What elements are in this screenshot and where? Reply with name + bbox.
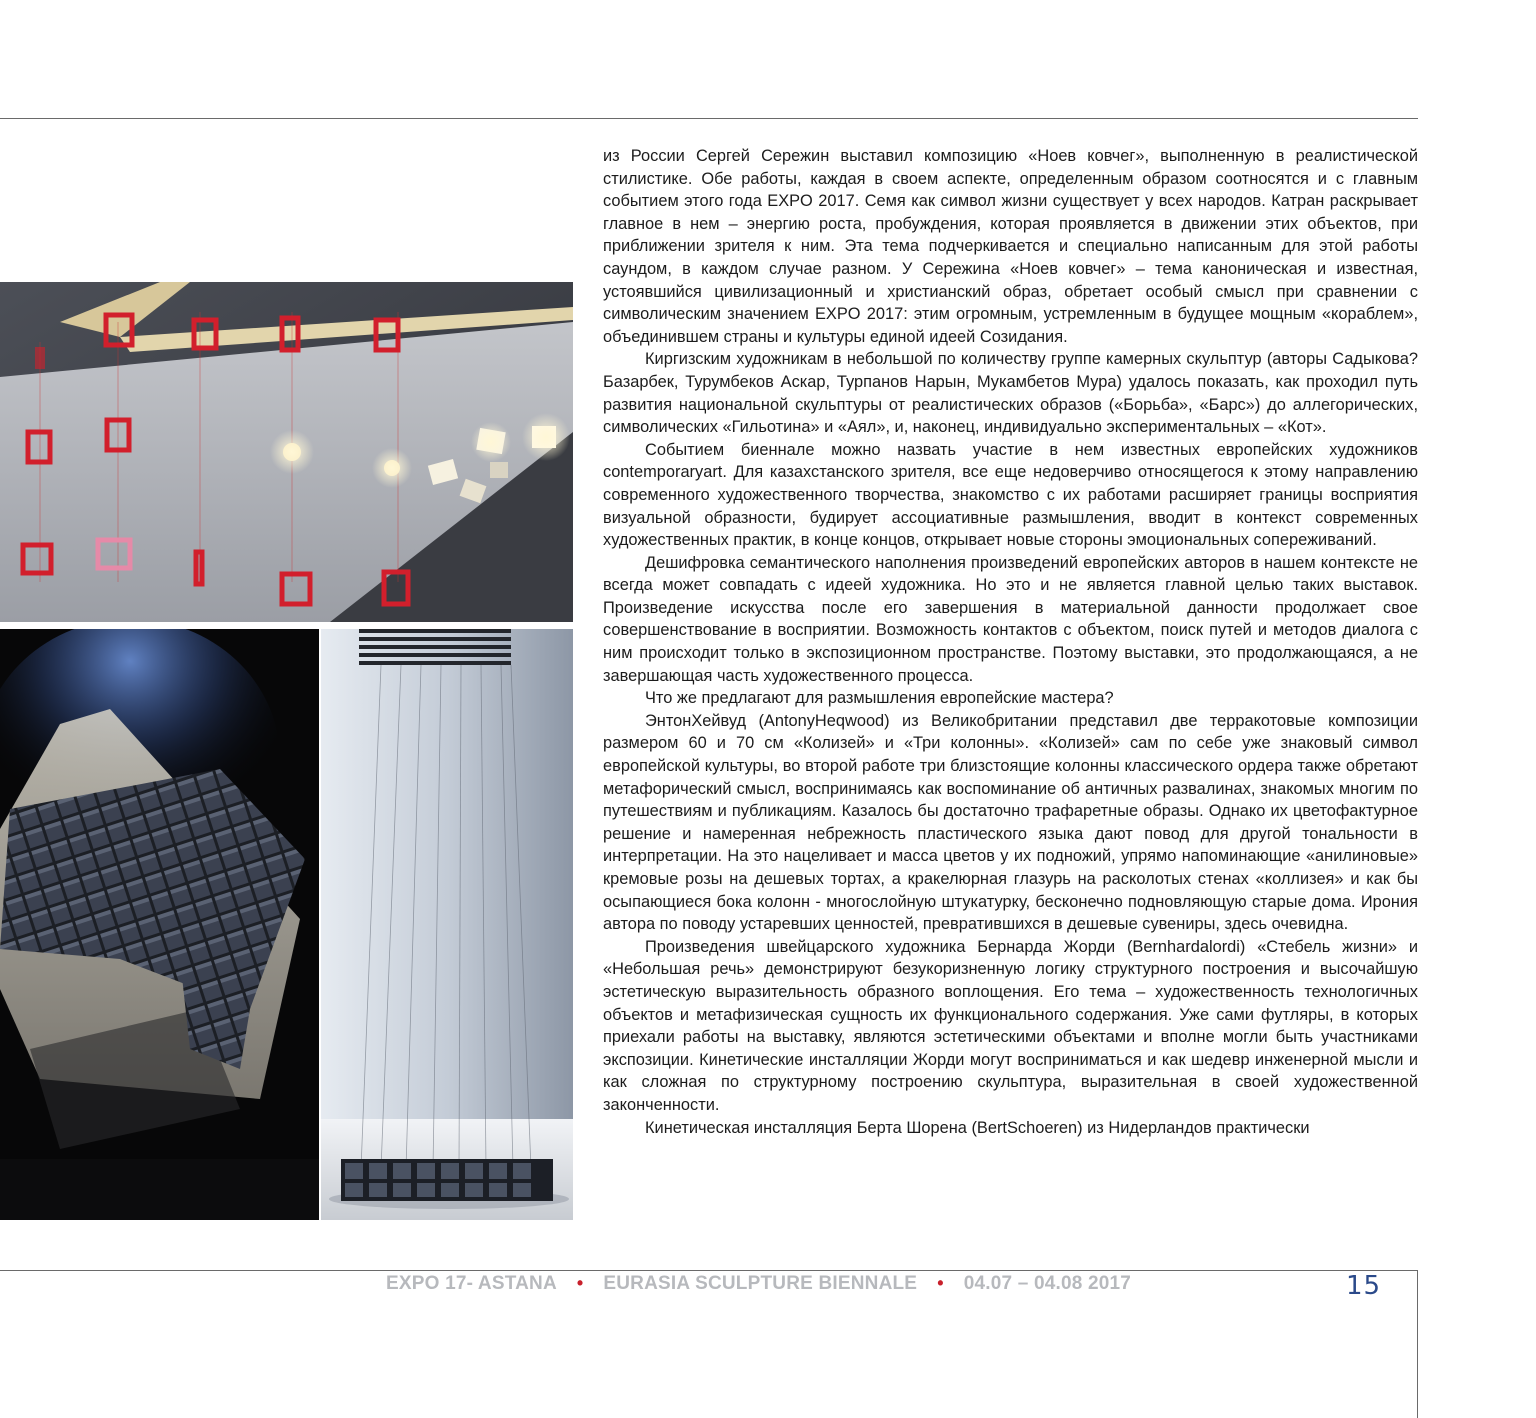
photo-threads-installation [321, 629, 573, 1220]
page-number: 15 [1346, 1271, 1382, 1301]
header-rule [0, 118, 1418, 119]
footer-vertical-rule [1417, 1270, 1418, 1418]
article-paragraph: Киргизским художникам в небольшой по количеству группе камерных скульптур (авторы Садыкова? Базарбек, Турумбеков Аскар, Турпанов Нарын, Мукамбетов Мура) удалось показать, как проходил путь развития национальной скульптуры от реалистических образов («Борьба», «Барс») до аллегорических, символических «Гильотина» и «Аял», и, наконец, индивидуально экспериментальных – «Кот». [603, 350, 1418, 437]
article-paragraph: Что же предлагают для размышления европейские мастера? [645, 689, 1114, 708]
article-paragraph: из России Сергей Сережин выставил композицию «Ноев ковчег», выполненную в реалистической стилистике. Обе работы, каждая в своем аспекте, определенным образом соотносятся и с главным событием этого года EXPO 2017. Семя как символ жизни существует у всех народов. Катран раскрывает главное в нем – энергию роста, пробуждения, которая проявляется в движении этих объектов, при приближении зрителя к ним. Эта тема подчеркивается и специально написанным для этой работы саундом, в каждом случае разном. У Сережина «Ноев ковчег» – тема каноническая и известная, устоявшийся цивилизационный и христианский образ, обретает особый смысл при сравнении с символическим значением EXPO 2017: этим огромным, устремленным в будущее мощным «кораблем», объединившем страны и культуры единой идеей Созидания. [603, 147, 1418, 346]
footer-dates: 04.07 – 04.08 2017 [963, 1273, 1132, 1294]
footer-biennale-name: EURASIA SCULPTURE BIENNALE [603, 1273, 918, 1294]
footer-event-name: EXPO 17- ASTANA [386, 1273, 557, 1294]
article-paragraph: Событием биеннале можно назвать участие в нем известных европейских художников contemporaryart. Для казахстанского зрителя, все еще недоверчиво относящегося к этому направлению современного художественного творчества, знакомство с их работами расширяет границы восприятия визуальной образности, будирует ассоциативные размышления, вводит в контекст современных художественных практик, в конце концов, открывает новые стороны эмоциональных сопереживаний. [603, 440, 1418, 550]
photo-cubes-installation [0, 629, 319, 1220]
footer-rule [0, 1270, 1418, 1271]
footer-bullet-icon: • [576, 1273, 584, 1293]
footer-bullet-icon: • [937, 1273, 944, 1293]
article-paragraph: ЭнтонХейвуд (AntonyHeqwood) из Великобритании представил две терракотовые композиции размером 60 и 70 см «Колизей» и «Три колонны». «Колизей» сам по себе уже знаковый символ европейской культуры, во второй работе три близстоящие колонны классического ордера также обретают метафорический смысл, воспринимаясь как воспоминание об античных развалинах, знакомых многим по путешествиям и публикациям. Казалось бы достаточно трафаретные образы. Однако их цветофактурное решение и намеренная небрежность пластического языка дают повод для другой тональности в интерпретации. На это нацеливает и масса цветов у их подножий, упрямо напоминающие «анилиновые» кремовые розы на дешевых тортах, а кракелюрная глазурь на расколотых стенах «коллизея» и как бы осыпающиеся бока колонн - многослойную штукатурку, бесконечно подновляющую старые дома. Ирония автора по поводу устаревших ценностей, превратившихся в дешевые сувениры, здесь очевидна. [603, 711, 1418, 934]
article-paragraph: Дешифровка семантического наполнения произведений европейских авторов в нашем контексте не всегда может совпадать с идеей художника. Но это и не является главной целью таких выставок. Произведение искусства после его завершения в материальной данности продолжает свое совершенствование в восприятии. Возможность контактов с объектом, поиск путей и методов диалога с ним происходит только в экспозиционном пространстве. Поэтому выставки, это продолжающаяся, а не завершающая часть художественного процесса. [603, 553, 1418, 685]
photo-hanging-frames-installation [0, 282, 573, 622]
article-paragraph: Произведения швейцарского художника Бернарда Жорди (Bernhardalordi) «Стебель жизни» и «Небольшая речь» демонстрируют безукоризненную логику структурного построения и высочайшую эстетическую выразительность образного воплощения. Его тема – художественность технологичных объектов и метафизическая сущность их функционального содержания. Уже сами футляры, в которых приехали работы на выставку, являются эстетическими объектами и вполне могли быть участниками экспозиции. Кинетические инсталляции Жорди могут восприниматься и как шедевр инженерной мысли и как сложная по структурному построению скульптура, выразительная в своей художественной законченности. [603, 937, 1418, 1114]
running-footer [386, 1273, 1131, 1295]
article-body [603, 145, 1418, 1139]
article-paragraph: Кинетическая инсталляция Берта Шорена (BertSchoeren) из Нидерландов практически [645, 1118, 1310, 1137]
